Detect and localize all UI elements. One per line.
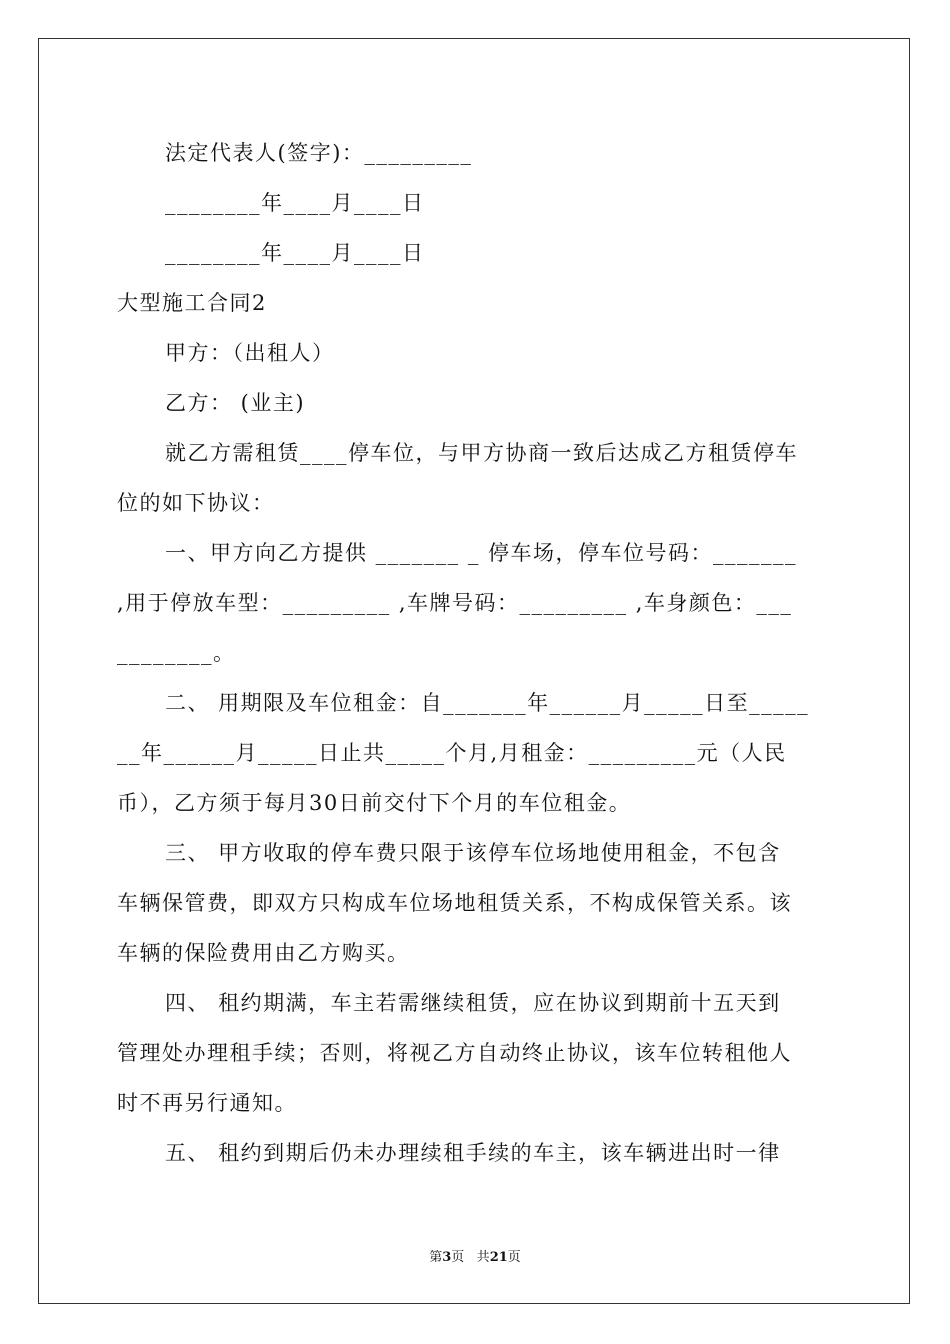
document-line: 五、 租约到期后仍未办理续租手续的车主，该车辆进出时一律 bbox=[165, 1141, 781, 1165]
document-line: ________年____月____日 bbox=[165, 191, 425, 215]
document-line: ________。 bbox=[117, 641, 236, 665]
page-suffix: 页 bbox=[451, 1250, 465, 1265]
document-line: ,用于停放车型：_________ ,车牌号码：_________ ,车身颜色：___ bbox=[117, 591, 793, 615]
document-line: 管理处办理租手续；否则，将视乙方自动终止协议，该车位转租他人 bbox=[117, 1041, 792, 1065]
total-prefix: 共 bbox=[476, 1250, 490, 1265]
document-line: __年______月_____日止共_____个月,月租金：_________元（人民 bbox=[117, 741, 787, 765]
document-line: 大型施工合同2 bbox=[117, 291, 267, 315]
document-line: 一、甲方向乙方提供 _______ _ 停车场，停车位号码：_______ bbox=[165, 541, 798, 565]
document-line: 法定代表人(签字)：_________ bbox=[165, 141, 473, 165]
total-suffix: 页 bbox=[507, 1250, 521, 1265]
document-line: 车辆的保险费用由乙方购买。 bbox=[117, 941, 410, 965]
document-line: 二、 用期限及车位租金：自_______年______月_____日至_____ bbox=[165, 691, 810, 715]
document-body bbox=[117, 128, 837, 1178]
document-line: 甲方：（出租人） bbox=[165, 341, 335, 365]
page-number: 3 bbox=[442, 1250, 452, 1265]
page-footer bbox=[0, 1246, 950, 1265]
document-line: 三、 甲方收取的停车费只限于该停车位场地使用租金，不包含 bbox=[165, 841, 781, 865]
document-line: 四、 租约期满，车主若需继续租赁，应在协议到期前十五天到 bbox=[165, 991, 781, 1015]
page-prefix: 第 bbox=[429, 1250, 443, 1265]
document-line: 乙方： (业主) bbox=[165, 391, 306, 415]
document-line: ________年____月____日 bbox=[165, 241, 425, 265]
document-line: 就乙方需租赁____停车位，与甲方协商一致后达成乙方租赁停车 bbox=[165, 441, 798, 465]
total-pages: 21 bbox=[489, 1250, 508, 1265]
document-line: 时不再另行通知。 bbox=[117, 1091, 297, 1115]
document-line: 位的如下协议： bbox=[117, 491, 275, 515]
document-line: 车辆保管费，即双方只构成车位场地租赁关系，不构成保管关系。该 bbox=[117, 891, 792, 915]
document-line: 币），乙方须于每月30日前交付下个月的车位租金。 bbox=[117, 791, 632, 815]
